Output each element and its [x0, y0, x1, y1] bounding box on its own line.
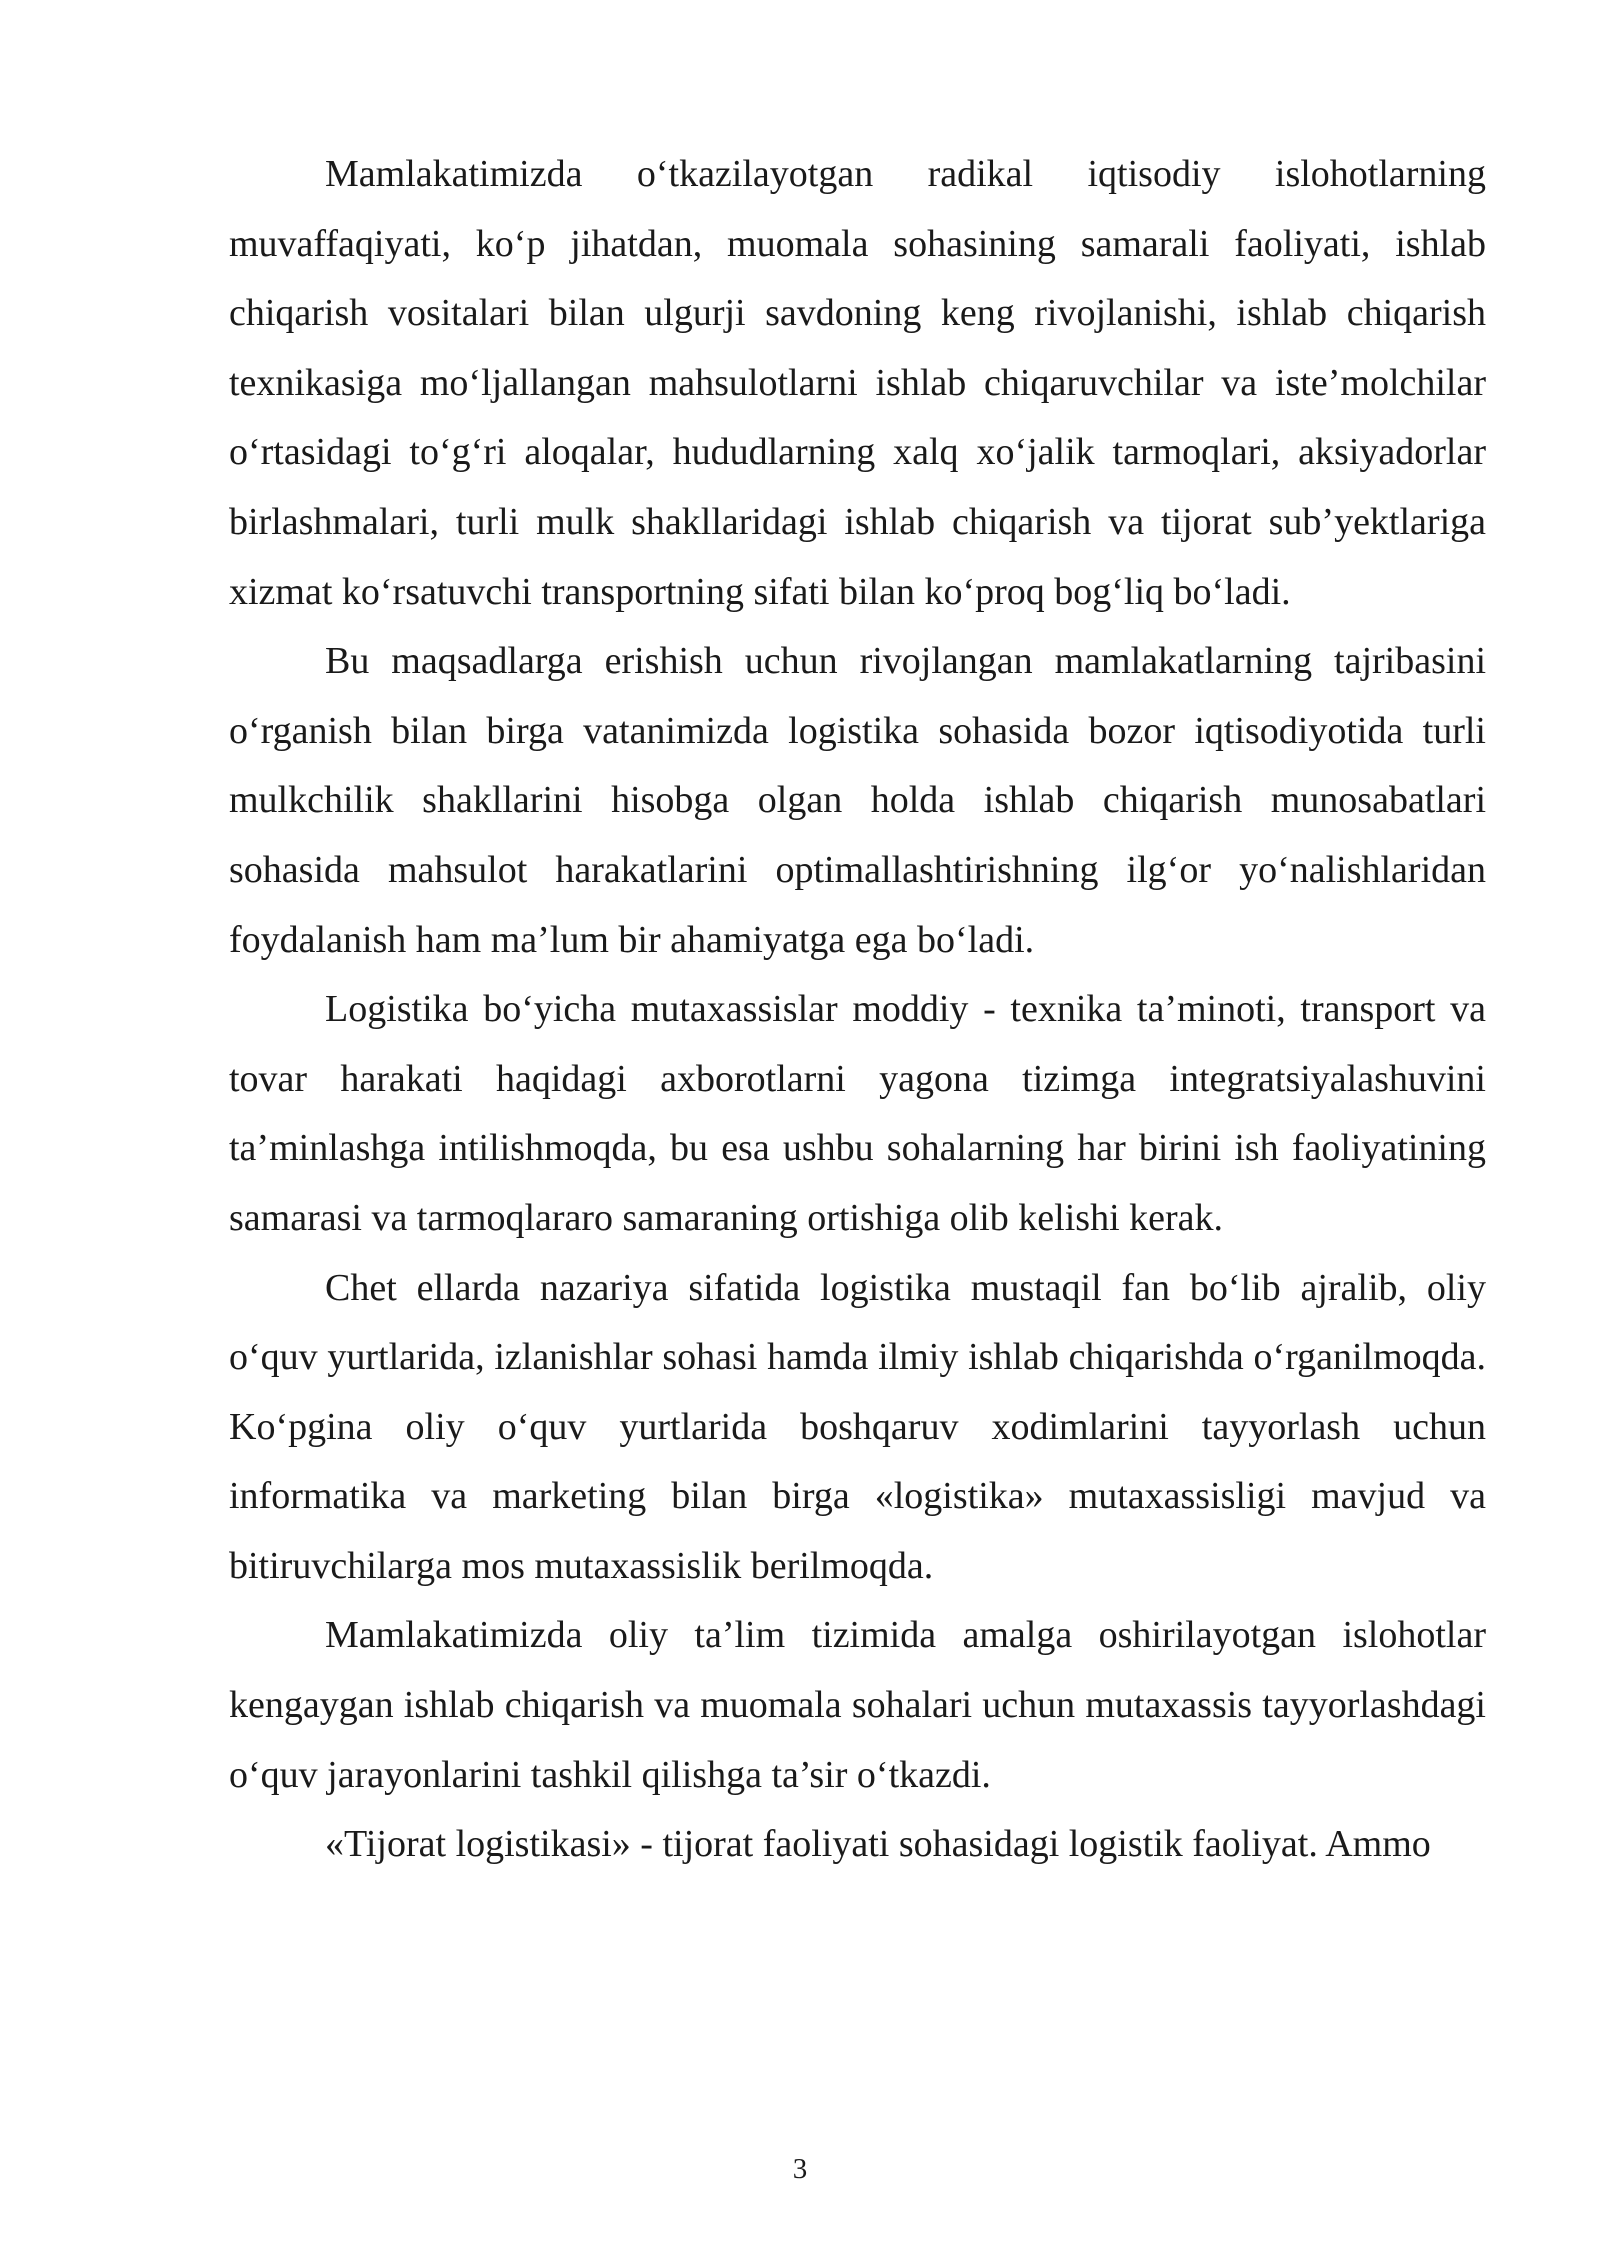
- paragraph: Bu maqsadlarga erishish uchun rivojlangan mamlakatlarning tajribasini o‘rganish bilan birga vatanimizda logistika sohasida bozor iqtisodiyotida turli mulkchilik shakllarini hisobga olgan holda ishlab chiqarish munosabatlari sohasida mahsulot harakatlarini optimallashtirishning ilg‘or yo‘nalishlaridan foydalanish ham ma’lum bir ahamiyatga ega bo‘ladi.: [229, 640, 1486, 961]
- paragraph: Mamlakatimizda oliy ta’lim tizimida amalga oshirilayotgan islohotlar kengaygan ishlab chiqarish va muomala sohalari uchun mutaxassis tayyorlashdagi o‘quv jarayonlarini tashkil qilishga ta’sir o‘tkazdi.: [229, 1614, 1486, 1796]
- paragraph: Mamlakatimizda o‘tkazilayotgan radikal iqtisodiy islohotlarning muvaffaqiyati, ko‘p jihatdan, muomala sohasining samarali faoliyati, ishlab chiqarish vositalari bilan ulgurji savdoning keng rivojlanishi, ishlab chiqarish texnikasiga mo‘ljallangan mahsulotlarni ishlab chiqaruvchilar va iste’molchilar o‘rtasidagi to‘g‘ri aloqalar, hududlarning xalq xo‘jalik tarmoqlari, aksiyadorlar birlashmalari, turli mulk shakllaridagi ishlab chiqarish va tijorat sub’yektlariga xizmat ko‘rsatuvchi transportning sifati bilan ko‘proq bog‘liq bo‘ladi.: [229, 153, 1486, 613]
- paragraph: «Tijorat logistikasi» - tijorat faoliyati sohasidagi logistik faoliyat. Ammo: [325, 1823, 1431, 1866]
- paragraph: Chet ellarda nazariya sifatida logistika mustaqil fan bo‘lib ajralib, oliy o‘quv yurtlarida, izlanishlar sohasi hamda ilmiy ishlab chiqarishda o‘rganilmoqda. Ko‘pgina oliy o‘quv yurtlarida boshqaruv xodimlarini tayyorlash uchun informatika va marketing bilan birga «logistika» mutaxassisligi mavjud va bitiruvchilarga mos mutaxassislik berilmoqda.: [229, 1266, 1486, 1587]
- page-number: 3: [792, 2153, 808, 2185]
- body-text: [229, 140, 1486, 1880]
- paragraph: Logistika bo‘yicha mutaxassislar moddiy - texnika ta’minoti, transport va tovar harakati haqidagi axborotlarni yagona tizimga integratsiyalashuvini ta’minlashga intilishmoqda, bu esa ushbu sohalarning har birini ish faoliyatining samarasi va tarmoqlararo samaraning ortishiga olib kelishi kerak.: [229, 988, 1486, 1239]
